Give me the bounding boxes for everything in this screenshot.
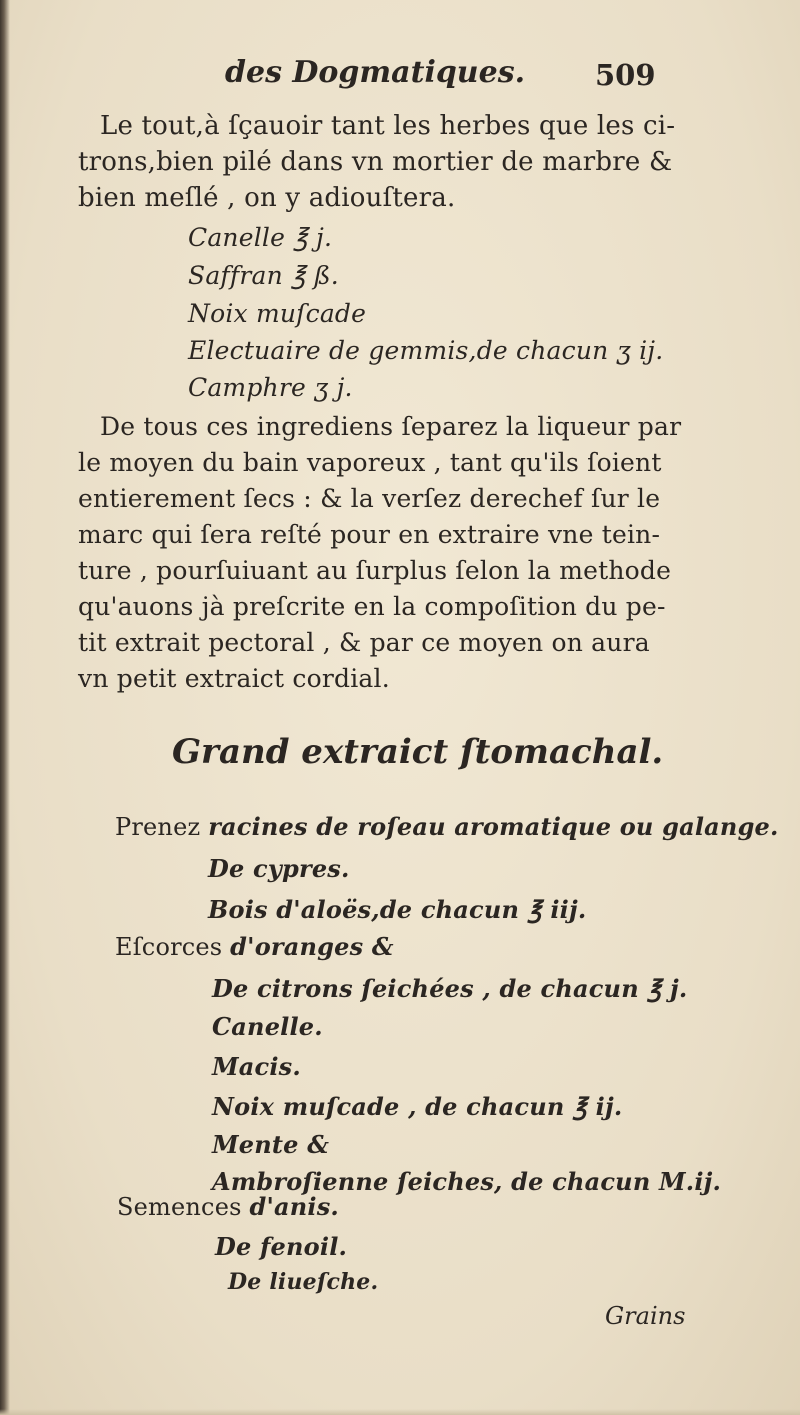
recipe-line: De liueſche.: [228, 1269, 379, 1295]
paragraph-line: De tous ces ingrediens ſeparez la liqueur par: [100, 412, 682, 441]
recipe-italic: d'anis.: [249, 1192, 339, 1221]
recipe-line: [115, 810, 779, 844]
intro-line: trons,bien pilé dans vn mortier de marbre &: [78, 147, 673, 177]
running-head: des Dogmatiques.: [225, 55, 526, 90]
catchword: Grains: [605, 1302, 686, 1330]
recipe-italic: d'oranges &: [230, 932, 394, 961]
ingredient-line: Electuaire de gemmis,de chacun ʒ ij.: [188, 336, 664, 365]
ingredient-line: Saffran ℥ ß.: [188, 261, 339, 290]
recipe-line: Ambroſienne ſeiches, de chacun M.ij.: [212, 1167, 722, 1196]
intro-line: Le tout,à ſçauoir tant les herbes que les ci-: [100, 111, 676, 141]
recipe-line: Canelle.: [212, 1012, 323, 1041]
paragraph-line: tit extrait pectoral , & par ce moyen on aura: [78, 628, 650, 657]
recipe-italic: racines de roſeau aromatique ou galange.: [208, 812, 779, 841]
recipe-line: Mente &: [212, 1130, 330, 1159]
recipe-line: [117, 1190, 339, 1224]
paragraph-line: le moyen du bain vaporeux , tant qu'ils ſoient: [78, 448, 662, 477]
paragraph-line: vn petit extraict cordial.: [78, 664, 390, 693]
paragraph-line: entierement ſecs : & la verſez derechef ſur le: [78, 484, 661, 513]
recipe-line: De citrons ſeichées , de chacun ℥ j.: [212, 974, 688, 1003]
ingredient-line: Camphre ʒ j.: [188, 373, 353, 402]
paragraph-line: marc qui ſera reſté pour en extraire vne tein-: [78, 520, 661, 549]
recipe-line: [115, 930, 394, 964]
recipe-roman: Semences: [117, 1193, 242, 1221]
page-edge: [0, 1409, 800, 1415]
page-number: 509: [595, 58, 656, 92]
paragraph-line: qu'auons jà preſcrite en la compoſition du pe-: [78, 592, 666, 621]
recipe-roman: Eſcorces: [115, 933, 223, 961]
recipe-line: De fenoil.: [215, 1232, 348, 1261]
binding-gutter: [0, 0, 10, 1415]
intro-line: bien meſlé , on y adiouſtera.: [78, 183, 456, 213]
recipe-line: Macis.: [212, 1052, 301, 1081]
ingredient-line: Canelle ℥ j.: [188, 223, 333, 252]
paragraph-line: ture , pourſuiuant au ſurplus ſelon la methode: [78, 556, 672, 585]
recipe-line: De cypres.: [208, 854, 350, 883]
recipe-line: Bois d'aloës,de chacun ℥ iij.: [208, 895, 587, 924]
ingredient-line: Noix muſcade: [188, 299, 367, 328]
section-title: Grand extraict ſtomachal.: [172, 732, 664, 772]
recipe-roman: Prenez: [115, 813, 201, 841]
recipe-line: Noix muſcade , de chacun ℥ ij.: [212, 1092, 623, 1121]
